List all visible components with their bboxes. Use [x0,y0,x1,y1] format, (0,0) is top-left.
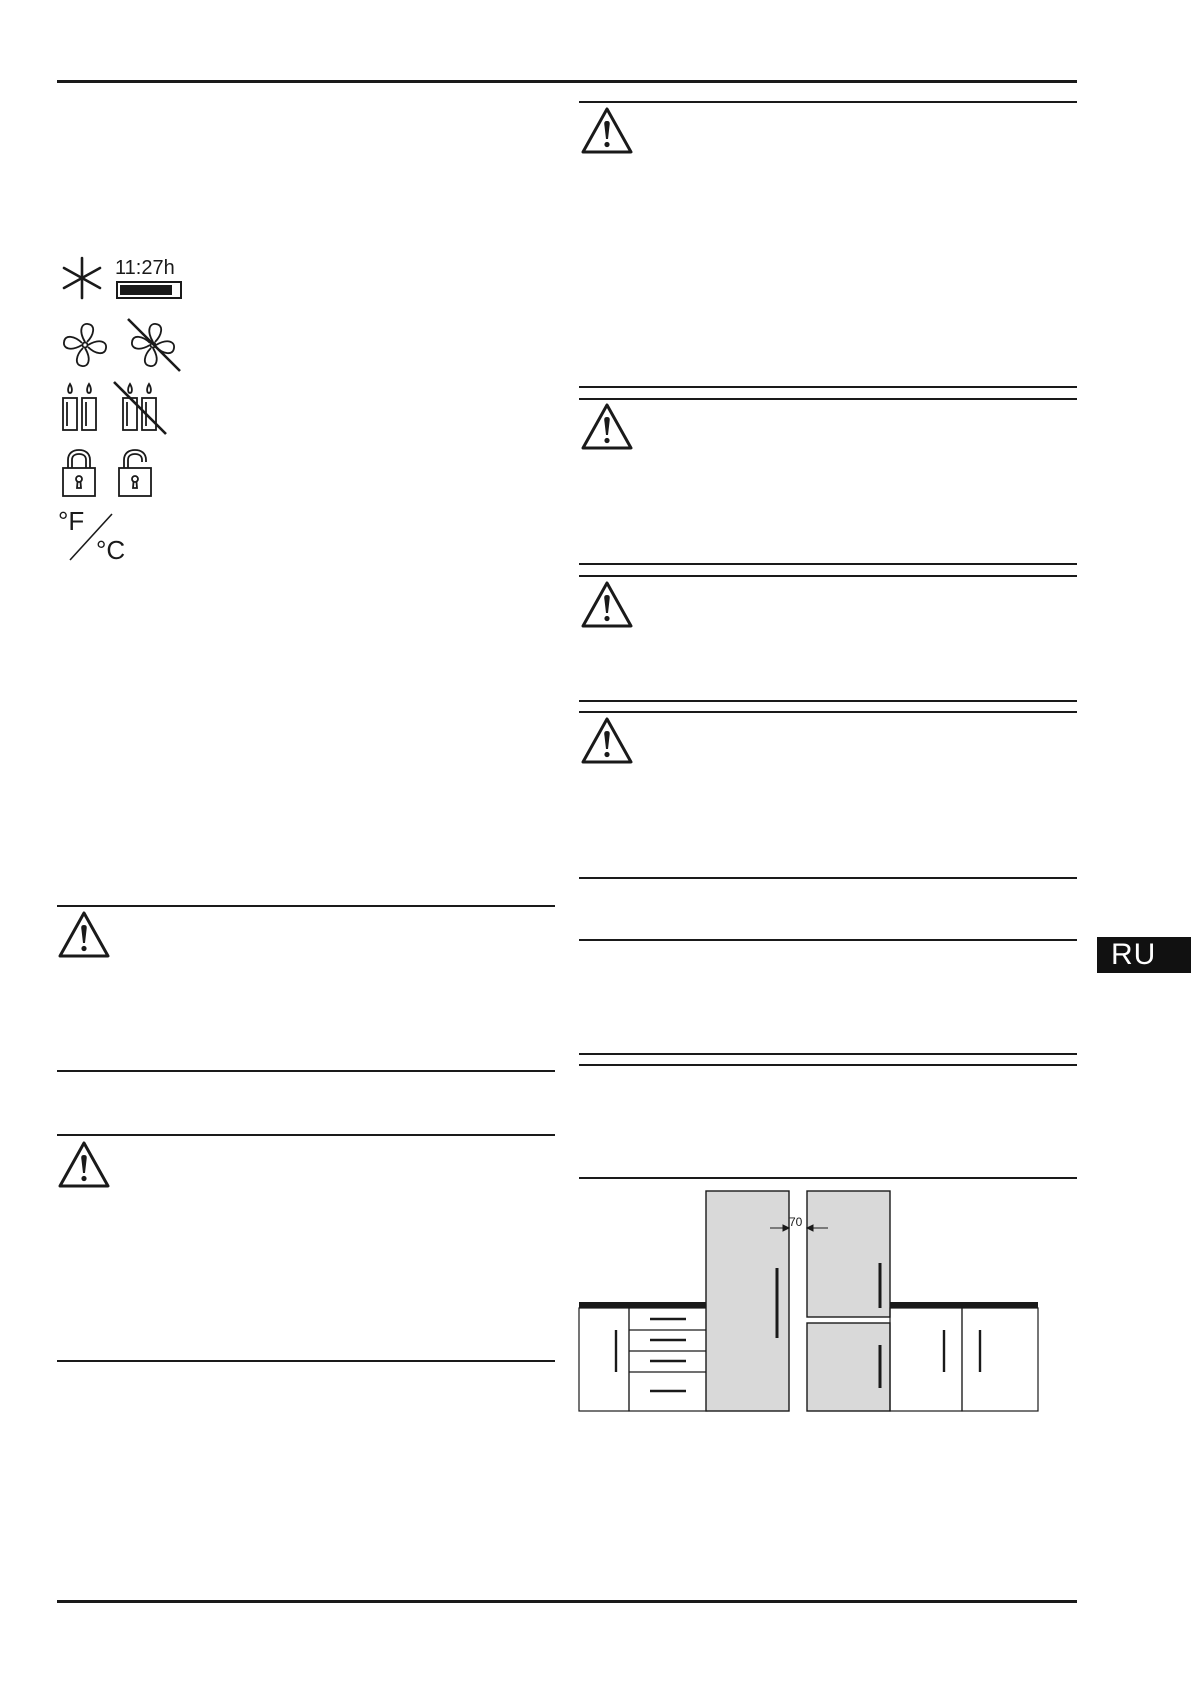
warning-icon [57,1140,111,1190]
right-divider-4 [579,877,1077,879]
right-divider-6a [579,1053,1077,1055]
bottom-rule [57,1600,1077,1603]
warning-icon [580,716,634,766]
left-warning-2-rule [57,1134,555,1136]
right-divider-7 [579,1177,1077,1179]
warning-icon [57,910,111,960]
warning-icon [580,106,634,156]
right-warning-1-rule [579,101,1077,103]
candles-off-icon [112,380,168,436]
fahrenheit-label: °F [58,506,85,536]
snowflake-icon [60,256,104,300]
quick-freeze-time: 11:27h [115,257,175,279]
fan-icon [60,320,110,370]
right-divider-2a [579,563,1077,565]
right-warning-4-rule [579,711,1077,713]
top-rule [57,80,1077,83]
right-divider-6b [579,1064,1077,1066]
right-divider-3a [579,700,1077,702]
celsius-label: °C [96,535,126,565]
right-divider-1a [579,386,1077,388]
lock-icon [60,448,98,498]
warning-icon [580,402,634,452]
left-warning-1-rule [57,905,555,907]
language-tab: RU [1097,937,1191,973]
unlock-icon [116,448,156,498]
fan-off-icon [124,316,182,374]
installation-figure [578,1188,1040,1420]
warning-icon [580,580,634,630]
gap-dimension-label: 70 [789,1215,803,1229]
left-divider-1 [57,1070,555,1072]
left-divider-2 [57,1360,555,1362]
timer-progress-bar [116,281,182,299]
candles-icon [60,382,100,432]
right-warning-3-rule [579,575,1077,577]
right-divider-5 [579,939,1077,941]
right-warning-2-rule [579,398,1077,400]
